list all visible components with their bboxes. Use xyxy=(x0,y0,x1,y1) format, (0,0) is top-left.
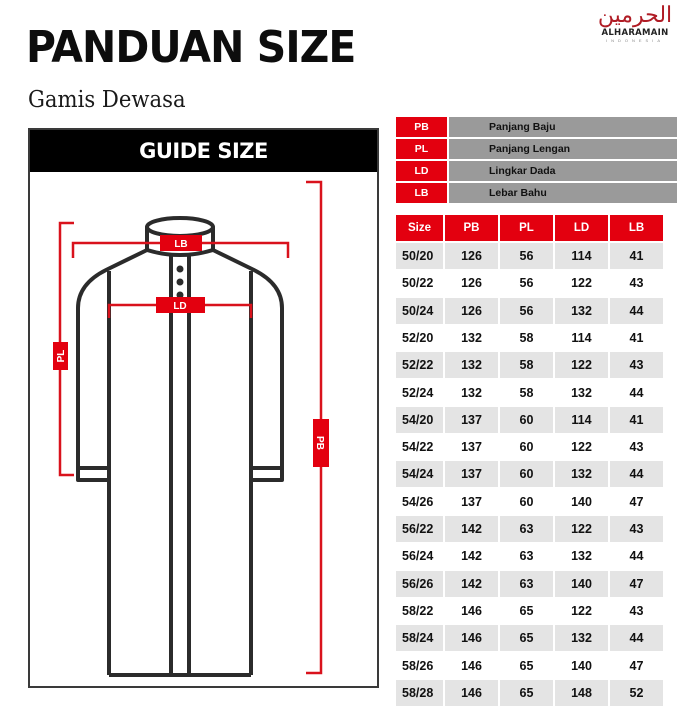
table-cell-pb: 126 xyxy=(461,276,482,291)
table-cell-size: 54/26 xyxy=(402,494,434,509)
table-cell-pb: 142 xyxy=(445,571,498,597)
table-cell-pl: 58 xyxy=(500,352,553,378)
page-subtitle: Gamis Dewasa xyxy=(28,87,186,113)
table-cell-ld: 140 xyxy=(571,658,592,673)
legend-label: Panjang Lengan xyxy=(449,139,677,159)
table-cell-ld: 140 xyxy=(555,571,608,597)
table-cell-size: 56/24 xyxy=(402,549,434,564)
table-cell-size: 54/20 xyxy=(396,407,443,433)
table-cell-ld: 122 xyxy=(555,352,608,378)
column-header-pl: PL xyxy=(500,215,553,241)
table-cell-pb: 126 xyxy=(445,243,498,269)
table-cell-pl: 60 xyxy=(519,440,534,455)
table-cell-pb: 126 xyxy=(445,298,498,324)
table-row xyxy=(396,243,664,269)
table-cell-pb: 146 xyxy=(445,625,498,651)
table-row xyxy=(396,434,664,460)
table-cell-pb: 137 xyxy=(461,494,482,509)
button-icons xyxy=(177,266,184,299)
table-cell-pl: 65 xyxy=(500,680,553,706)
table-cell-size: 54/22 xyxy=(402,440,434,455)
table-cell-size: 52/20 xyxy=(402,330,434,345)
table-cell-pl: 60 xyxy=(519,494,534,509)
gamis-outline-icon xyxy=(78,218,282,675)
table-row xyxy=(396,680,664,706)
table-cell-pb: 132 xyxy=(461,385,482,400)
table-row xyxy=(396,407,664,433)
column-header-lb: LB xyxy=(610,215,663,241)
table-cell-size: 58/24 xyxy=(396,625,443,651)
table-cell-pb: 146 xyxy=(461,658,482,673)
table-cell-pl: 60 xyxy=(500,461,553,487)
table-row xyxy=(396,489,664,515)
table-cell-lb: 43 xyxy=(629,276,644,291)
table-row xyxy=(396,380,664,406)
table-cell-lb: 44 xyxy=(629,549,644,564)
table-cell-lb: 41 xyxy=(610,407,663,433)
table-cell-lb: 47 xyxy=(610,571,663,597)
table-cell-pl: 63 xyxy=(519,549,534,564)
table-cell-size: 58/26 xyxy=(402,658,434,673)
table-cell-ld: 132 xyxy=(555,298,608,324)
table-row xyxy=(396,571,664,597)
column-header-pb: PB xyxy=(445,215,498,241)
table-cell-pb: 146 xyxy=(461,603,482,618)
table-cell-ld: 122 xyxy=(555,516,608,542)
table-row xyxy=(396,298,664,324)
table-cell-ld: 140 xyxy=(571,494,592,509)
legend-code: LD xyxy=(396,161,447,181)
table-cell-pl: 65 xyxy=(519,603,534,618)
guide-size-panel xyxy=(28,128,379,688)
table-cell-ld: 114 xyxy=(555,407,608,433)
table-cell-ld: 132 xyxy=(555,625,608,651)
column-header-ld: LD xyxy=(555,215,608,241)
table-cell-pl: 65 xyxy=(500,625,553,651)
table-cell-lb: 41 xyxy=(629,330,644,345)
logo-subtext: INDONESIA xyxy=(605,38,664,43)
table-cell-pb: 146 xyxy=(445,680,498,706)
table-header-row xyxy=(396,215,664,241)
table-cell-ld: 132 xyxy=(555,461,608,487)
table-row xyxy=(396,653,664,679)
table-cell-lb: 41 xyxy=(610,243,663,269)
column-header-size: Size xyxy=(396,215,443,241)
lb-marker-label: LB xyxy=(174,239,188,250)
table-cell-pl: 63 xyxy=(500,516,553,542)
table-cell-pb: 142 xyxy=(461,549,482,564)
logo-brand-name: ALHARAMAIN xyxy=(601,28,669,38)
table-cell-size: 52/24 xyxy=(402,385,434,400)
table-cell-size: 50/24 xyxy=(396,298,443,324)
table-cell-size: 58/22 xyxy=(402,603,434,618)
table-row xyxy=(396,325,664,351)
table-row xyxy=(396,270,664,296)
table-cell-ld: 122 xyxy=(571,440,592,455)
table-cell-pb: 137 xyxy=(445,461,498,487)
table-cell-size: 52/22 xyxy=(396,352,443,378)
legend-label: Panjang Baju xyxy=(449,117,677,137)
pl-marker-label: PL xyxy=(56,349,67,363)
table-cell-pl: 56 xyxy=(500,298,553,324)
legend-code: PB xyxy=(396,117,447,137)
table-row xyxy=(396,461,664,487)
legend-code: PL xyxy=(396,139,447,159)
table-row xyxy=(396,625,664,651)
ld-marker-label: LD xyxy=(173,301,187,312)
legend-row-pb xyxy=(396,117,678,137)
table-cell-pb: 132 xyxy=(445,352,498,378)
table-cell-pb: 137 xyxy=(461,440,482,455)
table-cell-lb: 47 xyxy=(629,494,644,509)
table-cell-pl: 58 xyxy=(519,330,534,345)
table-cell-ld: 122 xyxy=(571,603,592,618)
table-cell-lb: 43 xyxy=(629,603,644,618)
table-cell-pl: 58 xyxy=(519,385,534,400)
table-cell-lb: 44 xyxy=(629,385,644,400)
logo-arabic-text: الحرمين xyxy=(597,3,673,28)
table-cell-pb: 137 xyxy=(445,407,498,433)
page-title: PANDUAN SIZE xyxy=(26,22,356,73)
table-cell-lb: 52 xyxy=(610,680,663,706)
table-cell-pl: 56 xyxy=(500,243,553,269)
table-cell-lb: 44 xyxy=(610,461,663,487)
guide-size-title: GUIDE SIZE xyxy=(30,130,377,172)
table-cell-ld: 122 xyxy=(571,276,592,291)
legend-row-lb xyxy=(396,183,678,203)
table-cell-lb: 43 xyxy=(629,440,644,455)
table-row xyxy=(396,598,664,624)
table-row xyxy=(396,352,664,378)
table-cell-size: 58/28 xyxy=(396,680,443,706)
table-cell-lb: 43 xyxy=(610,516,663,542)
table-cell-pb: 132 xyxy=(461,330,482,345)
table-cell-pl: 65 xyxy=(519,658,534,673)
table-cell-lb: 47 xyxy=(629,658,644,673)
table-cell-size: 50/20 xyxy=(396,243,443,269)
pb-marker-label: PB xyxy=(314,436,325,450)
table-cell-ld: 148 xyxy=(555,680,608,706)
table-cell-ld: 114 xyxy=(555,243,608,269)
legend-row-ld xyxy=(396,161,678,181)
legend-code: LB xyxy=(396,183,447,203)
table-cell-ld: 132 xyxy=(571,385,592,400)
table-cell-size: 56/22 xyxy=(396,516,443,542)
table-row xyxy=(396,516,664,542)
brand-logo xyxy=(580,4,690,44)
table-cell-ld: 114 xyxy=(571,330,592,345)
table-cell-pl: 63 xyxy=(500,571,553,597)
garment-diagram xyxy=(30,130,377,686)
table-cell-size: 54/24 xyxy=(396,461,443,487)
legend-label: Lingkar Dada xyxy=(449,161,677,181)
table-cell-size: 56/26 xyxy=(396,571,443,597)
legend-label: Lebar Bahu xyxy=(449,183,677,203)
table-row xyxy=(396,543,664,569)
table-cell-lb: 44 xyxy=(610,298,663,324)
legend-row-pl xyxy=(396,139,678,159)
table-cell-pl: 60 xyxy=(500,407,553,433)
table-cell-size: 50/22 xyxy=(402,276,434,291)
table-cell-ld: 132 xyxy=(571,549,592,564)
table-cell-lb: 43 xyxy=(610,352,663,378)
table-cell-pb: 142 xyxy=(445,516,498,542)
table-cell-pl: 56 xyxy=(519,276,534,291)
table-cell-lb: 44 xyxy=(610,625,663,651)
